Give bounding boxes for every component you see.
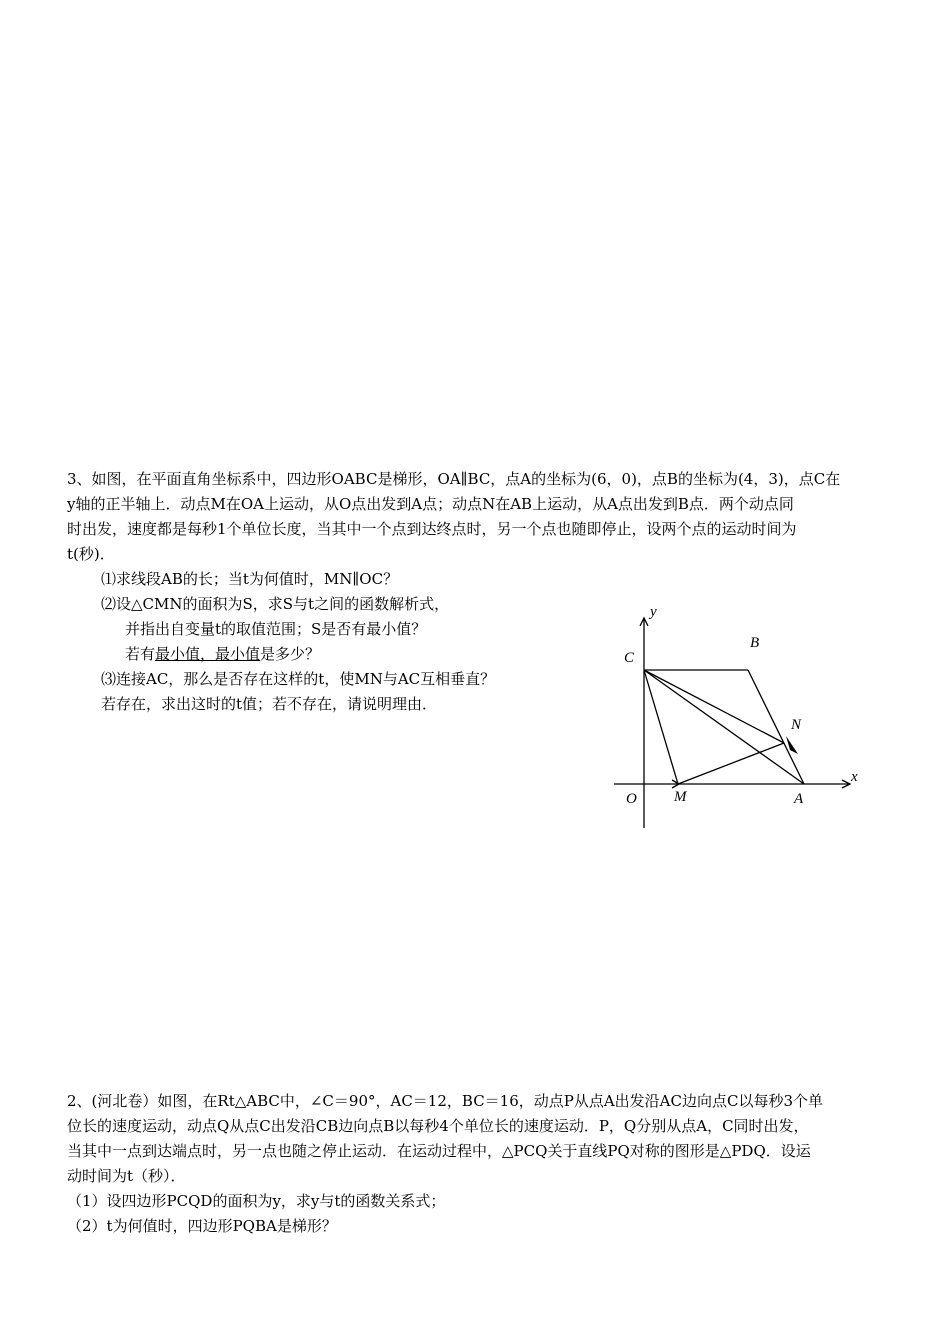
coordinate-figure xyxy=(606,596,876,836)
segment-MN xyxy=(678,743,784,784)
q2c-underlined: 最小值，最小值 xyxy=(155,645,261,663)
problem-3-line-1: 3、如图，在平面直角坐标系中，四边形OABC是梯形，OA∥BC，点A的坐标为(6，0)，点B的坐标为(4，3)，点C在 xyxy=(67,470,841,488)
segment-CM xyxy=(644,670,678,784)
problem-3-line-2: y轴的正半轴上．动点M在OA上运动，从O点出发到A点；动点N在AB上运动，从A点出发到B点．两个动点同 xyxy=(67,495,794,513)
problem-2-line-4: 动时间为t（秒）． xyxy=(67,1167,186,1185)
problem-2 xyxy=(67,1089,887,1239)
problem-3-question-2b: 并指出自变量t的取值范围；S是否有最小值？ xyxy=(125,620,427,638)
label-B: B xyxy=(750,635,760,651)
label-O: O xyxy=(626,791,637,807)
segment-CN xyxy=(644,670,784,743)
label-C: C xyxy=(624,650,635,666)
q2c-prefix: 若有 xyxy=(125,645,156,663)
problem-3-line-4: t(秒)． xyxy=(67,545,115,563)
problem-3-question-2a: ⑵设△CMN的面积为S，求S与t之间的函数解析式， xyxy=(101,595,450,613)
label-x: x xyxy=(851,769,858,785)
problem-2-line-2: 位长的速度运动，动点Q从点C出发沿CB边向点B以每秒4个单位长的速度运动．P，Q分别从点A，C同时出发， xyxy=(67,1117,809,1135)
label-y: y xyxy=(650,604,657,620)
problem-2-line-3: 当其中一点到达端点时，另一点也随之停止运动．在运动过程中，△PCQ关于直线PQ对称的图形是△PDQ．设运 xyxy=(67,1142,811,1160)
label-M: M xyxy=(674,789,687,805)
problem-2-question-1: （1）设四边形PCQD的面积为y，求y与t的函数关系式； xyxy=(67,1192,446,1210)
problem-2-question-2: （2）t为何值时，四边形PQBA是梯形？ xyxy=(67,1217,337,1235)
problem-2-line-1: 2、(河北卷）如图，在Rt△ABC中，∠C＝90°，AC＝12，BC＝16，动点P从点A出发沿AC边向点C以每秒3个单 xyxy=(67,1092,824,1110)
problem-3-question-3b: 若存在，求出这时的t值；若不存在，请说明理由． xyxy=(101,695,438,713)
problem-3-question-1: ⑴求线段AB的长；当t为何值时，MN∥OC？ xyxy=(101,570,399,588)
q2c-suffix: 是多少？ xyxy=(260,645,321,663)
label-N: N xyxy=(791,717,802,733)
problem-3-question-3a: ⑶连接AC，那么是否存在这样的t，使MN与AC互相垂直？ xyxy=(101,670,496,688)
problem-3-line-3: 时出发，速度都是每秒1个单位长度，当其中一个点到达终点时，另一个点也随即停止，设两个点的运动时间为 xyxy=(67,520,797,538)
label-A: A xyxy=(794,791,804,807)
